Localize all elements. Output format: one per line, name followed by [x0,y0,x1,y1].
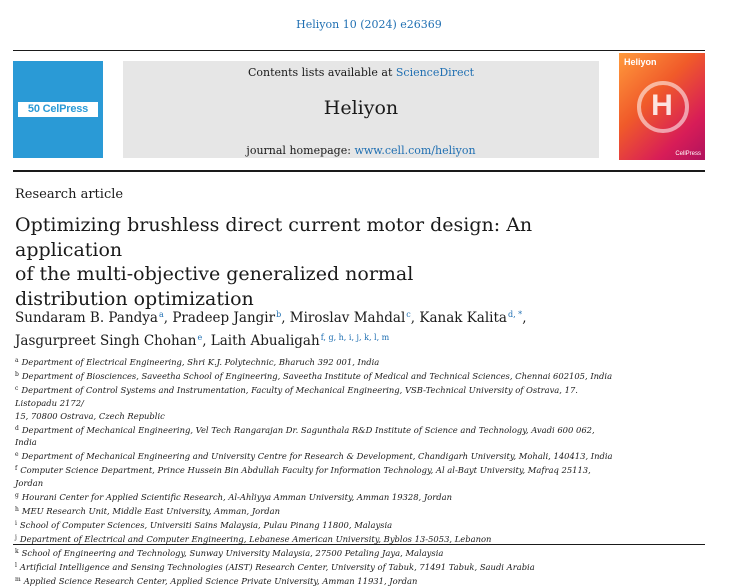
affiliation-mark: c [15,385,18,392]
affiliation-item [15,504,615,518]
affiliation-item [15,369,615,383]
affiliation-text: Hourani Center for Applied Scientific Research, Al-Ahliyya Amman University, Amman 19328, Jordan [22,492,452,502]
author-separator: , [522,310,526,326]
affiliation-mark: k [15,548,19,555]
affiliation-mark: a [15,357,19,364]
affiliation-mark: i [15,520,17,527]
author-affiliation-link[interactable]: e [197,333,202,342]
cover-title: Heliyon [624,57,657,67]
affiliation-mark: d [15,425,19,432]
author-affiliation-link[interactable]: b [276,310,281,319]
affiliation-text: MEU Research Unit, Middle East University, Amman, Jordan [22,506,280,516]
affiliation-item [15,518,615,532]
author-name[interactable]: Pradeep Jangir [172,310,275,326]
author-affiliation-link[interactable]: c [406,310,410,319]
author-affiliation-link[interactable]: d, * [508,310,522,319]
affiliation-text: School of Engineering and Technology, Sunway University Malaysia, 27500 Petaling Jaya, Malaysia [22,548,444,558]
affiliation-text: 15, 70800 Ostrava, Czech Republic [15,411,165,421]
affiliation-item [15,490,615,504]
author-name[interactable]: Kanak Kalita [419,310,507,326]
affiliation-item [15,546,615,560]
affiliation-mark: b [15,371,19,378]
affiliation-text: School of Computer Sciences, Universiti Sains Malaysia, Pulau Pinang 11800, Malaysia [20,520,392,530]
affiliation-mark: j [15,534,17,541]
affiliation-mark: g [15,492,19,499]
author-separator: , [281,310,290,326]
affiliation-text: Artificial Intelligence and Sensing Technologies (AIST) Research Center, University of Tabuk, 71491 Tabuk, Saudi Arabia [20,562,535,572]
affiliation-text: Department of Biosciences, Saveetha School of Engineering, Saveetha Institute of Medical and Technical Sciences, Chennai 602105, India [22,371,612,381]
journal-cover-image[interactable] [619,53,705,160]
header-divider-top [13,50,705,51]
affiliation-item [15,355,615,369]
publisher-logo [13,61,103,158]
affiliation-text: Computer Science Department, Prince Hussein Bin Abdullah Faculty for Information Technology, Al al-Bayt University, Mafraq 25113, Jordan [15,465,591,488]
author-line [15,305,635,328]
author-affiliation-link[interactable]: a [159,310,164,319]
affiliation-item [15,463,615,490]
title-line: of the multi-objective generalized normal [15,262,615,287]
affiliation-item [15,383,615,410]
author-name[interactable]: Jasgurpreet Singh Chohan [15,333,196,349]
contents-line [123,66,599,79]
author-line [15,328,635,351]
affiliation-item [15,423,615,450]
author-name[interactable]: Miroslav Mahdal [290,310,406,326]
cover-footer: CellPress [675,151,701,157]
author-separator: , [164,310,173,326]
affiliation-mark: m [15,576,21,583]
affiliation-item [15,574,615,587]
author-separator: , [411,310,420,326]
journal-title: Heliyon [123,97,599,119]
author-separator: , [202,333,211,349]
affiliation-mark: l [15,562,17,569]
footer-divider [13,544,705,545]
author-affiliation-link[interactable]: f, g, h, i, j, k, l, m [321,333,390,342]
affiliation-mark: e [15,451,19,458]
affiliation-text: Department of Mechanical Engineering, Vel Tech Rangarajan Dr. Sagunthala R&D Institute of Science and Technology, Avadi 600 062, India [15,425,595,448]
affiliation-text: Department of Electrical and Computer Engineering, Lebanese American University, Byblos 13-5053, Lebanon [20,534,492,544]
affiliation-item-continued [15,410,615,423]
journal-reference[interactable]: Heliyon 10 (2024) e26369 [0,18,738,31]
journal-masthead [123,61,599,158]
homepage-prefix: journal homepage: [246,144,354,157]
contents-prefix: Contents lists available at [248,66,396,79]
publisher-logo-text: 50 CelPress [18,102,98,117]
affiliation-text: Department of Control Systems and Instrumentation, Faculty of Mechanical Engineering, VSB-Technical University of Ostrava, 17. Listopadu 2172/ [15,385,578,408]
affiliation-text: Department of Mechanical Engineering and University Centre for Research & Development, Chandigarh University, Mohali, 140413, India [22,451,613,461]
affiliation-text: Department of Electrical Engineering, Shri K.J. Polytechnic, Bharuch 392 001, India [22,357,380,367]
homepage-line [123,144,599,157]
affiliation-mark: h [15,506,19,513]
homepage-link[interactable]: www.cell.com/heliyon [354,144,475,157]
affiliation-item [15,449,615,463]
article-type: Research article [15,187,123,202]
author-list [15,305,635,351]
affiliation-mark: f [15,465,17,472]
affiliation-item [15,560,615,574]
affiliation-list [15,355,615,587]
affiliation-text: Applied Science Research Center, Applied Science Private University, Amman 11931, Jordan [24,576,418,586]
sciencedirect-link[interactable]: ScienceDirect [396,66,474,79]
article-title [15,213,615,311]
title-line: Optimizing brushless direct current motor design: An application [15,213,615,262]
author-name[interactable]: Laith Abualigah [211,333,320,349]
header-divider-bottom [13,170,705,172]
title-line: distribution optimization [15,287,615,312]
cover-letter: H [619,89,705,123]
author-name[interactable]: Sundaram B. Pandya [15,310,158,326]
